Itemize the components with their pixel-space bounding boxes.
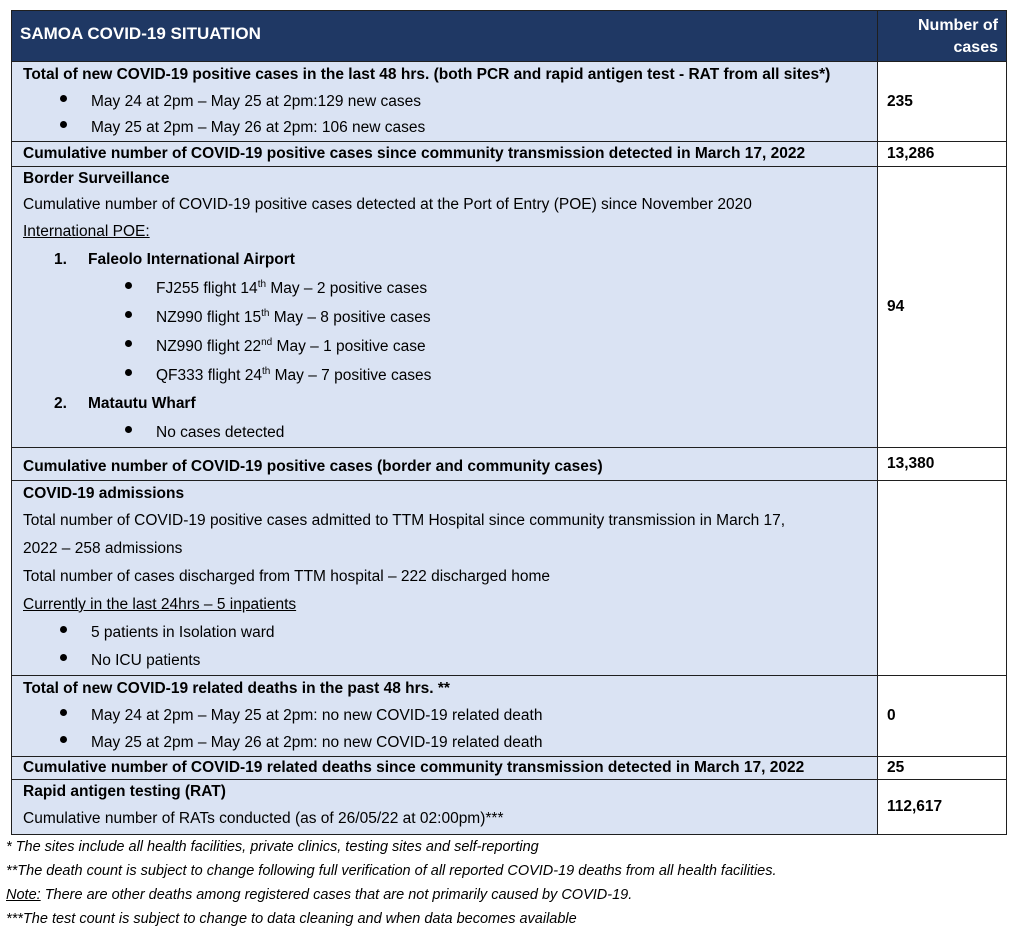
cumulative-community-value: 13,286 — [887, 145, 935, 162]
international-poe-heading: International POE: — [23, 223, 150, 240]
list-item: 5 patients in Isolation ward — [91, 624, 275, 641]
table-title: SAMOA COVID-19 SITUATION — [12, 11, 878, 62]
list-item: NZ990 flight 22nd May – 1 positive case — [156, 336, 426, 355]
admissions-heading: COVID-19 admissions — [23, 485, 185, 502]
rat-value: 112,617 — [887, 798, 943, 815]
admissions-line2: 2022 – 258 admissions — [23, 540, 183, 557]
rat-line: Cumulative number of RATs conducted (as of 26/05/22 at 02:00pm)*** — [23, 810, 504, 827]
list-item: QF333 flight 24th May – 7 positive cases — [156, 365, 432, 384]
list-item: No cases detected — [156, 424, 285, 441]
note-label: Note: — [6, 887, 41, 903]
footnote-test-count: ***The test count is subject to change to data cleaning and when data becomes available — [6, 911, 577, 927]
list-item: NZ990 flight 15th May – 8 positive cases — [156, 307, 431, 326]
cases-header-line1: Number of — [918, 17, 998, 34]
admissions-line3: Total number of cases discharged from TTM hospital – 222 discharged home — [23, 568, 550, 585]
cumulative-deaths-heading: Cumulative number of COVID-19 related deaths since community transmission detected in March 17, 2022 — [23, 759, 805, 776]
new-deaths-heading: Total of new COVID-19 related deaths in the past 48 hrs. ** — [23, 680, 450, 697]
cumulative-deaths-value: 25 — [887, 759, 905, 776]
border-heading: Border Surveillance — [23, 170, 170, 187]
new-cases-heading: Total of new COVID-19 positive cases in the last 48 hrs. (both PCR and rapid antigen test - RAT from all sites*) — [23, 66, 831, 83]
list-item: No ICU patients — [91, 652, 201, 669]
table-row-border-surveillance — [12, 167, 1007, 448]
table-row-new-deaths — [12, 676, 1007, 757]
cumulative-total-heading: Cumulative number of COVID-19 positive cases (border and community cases) — [23, 458, 603, 475]
cumulative-community-heading: Cumulative number of COVID-19 positive cases since community transmission detected in March 17, 2022 — [23, 145, 806, 162]
footnote-note: Note: There are other deaths among registered cases that are not primarily caused by COVID-19. — [6, 887, 633, 903]
list-item: May 25 at 2pm – May 26 at 2pm: 106 new cases — [91, 119, 426, 136]
table-row-cumulative-total — [12, 448, 1007, 481]
list-item: FJ255 flight 14th May – 2 positive cases — [156, 278, 428, 297]
border-value: 94 — [887, 298, 905, 315]
new-deaths-value: 0 — [887, 707, 896, 724]
table-row-rat — [12, 780, 1007, 835]
table-row-admissions — [12, 481, 1007, 676]
new-cases-value: 235 — [887, 92, 913, 110]
covid-situation-table — [11, 10, 1007, 835]
cumulative-total-value: 13,380 — [887, 455, 935, 472]
rat-heading: Rapid antigen testing (RAT) — [23, 783, 226, 800]
admissions-line1: Total number of COVID-19 positive cases admitted to TTM Hospital since community transmission in March 17, — [23, 512, 786, 529]
list-item: May 24 at 2pm – May 25 at 2pm: no new COVID-19 related death — [91, 707, 543, 724]
list-item: May 25 at 2pm – May 26 at 2pm: no new COVID-19 related death — [91, 734, 543, 751]
site-airport: 1. Faleolo International Airport — [54, 251, 295, 268]
cases-header-line2: cases — [953, 39, 998, 56]
footnotes — [6, 835, 1006, 931]
footnote-sites: * The sites include all health facilities, private clinics, testing sites and self-reporting — [6, 839, 539, 855]
footnote-death-count: **The death count is subject to change following full verification of all reported COVID-19 deaths from all health facilities. — [6, 863, 777, 879]
table-row-new-cases — [12, 62, 1007, 142]
border-line: Cumulative number of COVID-19 positive cases detected at the Port of Entry (POE) since November 2020 — [23, 196, 752, 213]
list-item: May 24 at 2pm – May 25 at 2pm:129 new cases — [91, 93, 421, 110]
admissions-line4: Currently in the last 24hrs – 5 inpatients — [23, 596, 297, 613]
cases-column-header — [878, 11, 1007, 62]
site-wharf: 2. Matautu Wharf — [54, 395, 196, 412]
table-row-cumulative-deaths — [12, 757, 1007, 780]
table-row-cumulative-community — [12, 142, 1007, 167]
table-header-row — [12, 11, 1007, 62]
